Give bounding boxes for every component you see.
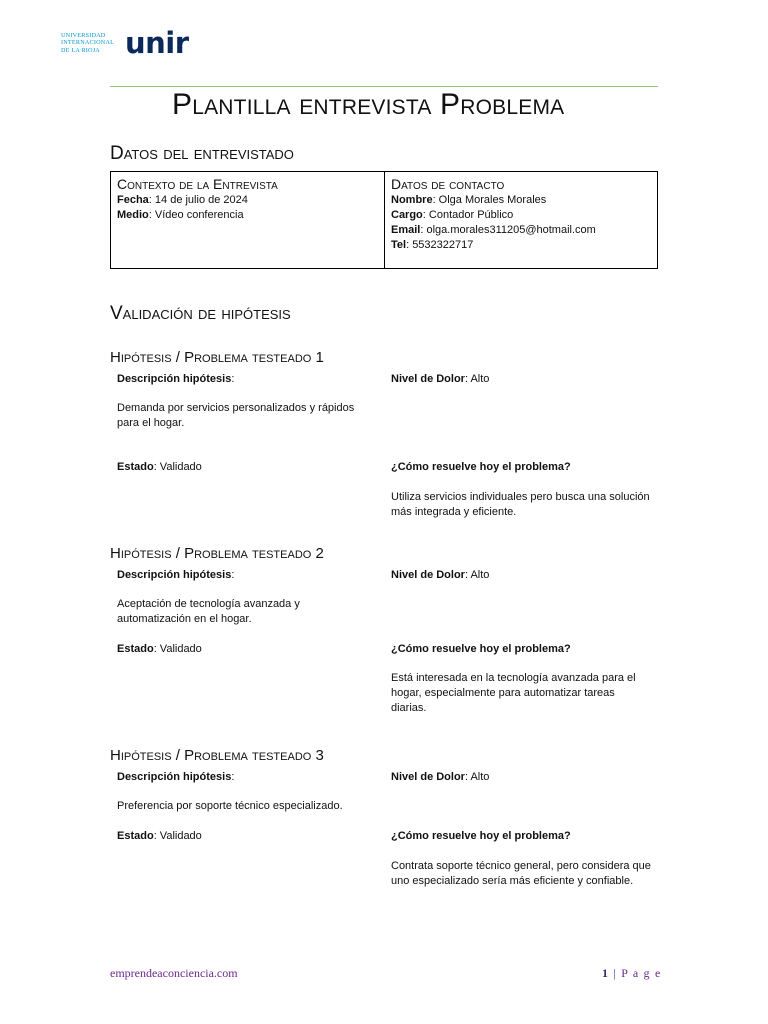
estado-value: : Validado <box>153 461 202 473</box>
hypothesis-1-estado <box>117 460 377 475</box>
footer-page-number <box>602 966 662 981</box>
logo-line-1: UNIVERSIDAD <box>61 32 106 40</box>
logo-university-name <box>61 32 121 54</box>
hypothesis-2-descripcion-text: Aceptación de tecnología avanzada y automatización en el hogar. <box>117 598 300 625</box>
datos-heading: Datos del entrevistado <box>110 143 294 164</box>
hypothesis-3-descripcion-text: Preferencia por soporte técnico especializado. <box>117 800 343 812</box>
nivel-value: : Alto <box>464 771 490 783</box>
hypothesis-2-como-label <box>391 642 656 657</box>
nombre-label: Nombre <box>391 194 433 206</box>
email-label: Email <box>391 224 421 236</box>
fecha-row <box>117 193 378 208</box>
contexto-heading: Contexto de la Entrevista <box>117 176 278 192</box>
unir-logo <box>61 26 189 60</box>
como-label-text: ¿Cómo resuelve hoy el problema? <box>391 830 571 842</box>
nivel-label-text: Nivel de Dolor <box>391 373 465 385</box>
nivel-value: : Alto <box>464 569 490 581</box>
logo-line-3: DE LA RIOJA <box>61 46 100 54</box>
nivel-value: : Alto <box>464 373 490 385</box>
estado-label-text: Estado <box>117 643 154 655</box>
page-label: | P a g e <box>609 966 662 980</box>
estado-label-text: Estado <box>117 830 154 842</box>
nivel-label-text: Nivel de Dolor <box>391 771 465 783</box>
hypothesis-1-heading: Hipótesis / Problema testeado 1 <box>110 349 324 366</box>
fecha-label: Fecha <box>117 194 149 206</box>
medio-value: : Vídeo conferencia <box>148 209 244 221</box>
hypothesis-3-como-text: Contrata soporte técnico general, pero considera que uno especializado sería más eficiente y confiable. <box>391 860 651 887</box>
hypothesis-3-estado <box>117 829 377 844</box>
descripcion-colon: : <box>231 569 235 581</box>
como-label-text: ¿Cómo resuelve hoy el problema? <box>391 643 571 655</box>
nivel-label-text: Nivel de Dolor <box>391 569 465 581</box>
hypothesis-1-descripcion-text: Demanda por servicios personalizados y rápidos para el hogar. <box>117 402 355 429</box>
page-number: 1 <box>602 966 610 980</box>
logo-line-2: INTERNACIONAL <box>61 39 115 47</box>
hypothesis-3-nivel <box>391 770 656 785</box>
header-divider <box>110 86 658 87</box>
estado-value: : Validado <box>153 830 202 842</box>
hypothesis-2-estado <box>117 642 377 657</box>
tel-row <box>391 238 651 253</box>
contexto-cell <box>111 172 385 268</box>
footer-site-link[interactable]: emprendeaconciencia.com <box>110 966 238 980</box>
contacto-heading: Datos de contacto <box>391 176 505 192</box>
validacion-heading: Validación de hipótesis <box>110 303 291 324</box>
descripcion-label-text: Descripción hipótesis <box>117 771 232 783</box>
hypothesis-2-como-text: Está interesada en la tecnología avanzada para el hogar, especialmente para automatizar tareas diarias. <box>391 672 636 714</box>
estado-label-text: Estado <box>117 461 154 473</box>
descripcion-colon: : <box>231 771 235 783</box>
descripcion-label-text: Descripción hipótesis <box>117 373 232 385</box>
cargo-row <box>391 208 651 223</box>
hypothesis-2-descripcion-label <box>117 568 377 583</box>
tel-value: : 5532322717 <box>406 239 474 251</box>
cargo-value: : Contador Público <box>422 209 514 221</box>
estado-value: : Validado <box>153 643 202 655</box>
email-row <box>391 223 651 238</box>
fecha-value: : 14 de julio de 2024 <box>148 194 248 206</box>
medio-row <box>117 208 378 223</box>
hypothesis-3-heading: Hipótesis / Problema testeado 3 <box>110 747 324 764</box>
hypothesis-1-como-text: Utiliza servicios individuales pero busca una solución más integrada y eficiente. <box>391 491 650 518</box>
hypothesis-1-como-label <box>391 460 656 475</box>
hypothesis-1-nivel <box>391 372 656 387</box>
medio-label: Medio <box>117 209 149 221</box>
hypothesis-2-heading: Hipótesis / Problema testeado 2 <box>110 545 324 562</box>
descripcion-label-text: Descripción hipótesis <box>117 569 232 581</box>
como-label-text: ¿Cómo resuelve hoy el problema? <box>391 461 571 473</box>
hypothesis-2-nivel <box>391 568 656 583</box>
tel-label: Tel <box>391 239 407 251</box>
nombre-row <box>391 193 651 208</box>
email-value: : olga.morales311205@hotmail.com <box>420 224 596 236</box>
page-title: Plantilla entrevista Problema <box>172 88 565 121</box>
interviewee-table <box>110 171 658 269</box>
nombre-value: : Olga Morales Morales <box>432 194 547 206</box>
hypothesis-1-descripcion-label <box>117 372 377 387</box>
hypothesis-3-como-label <box>391 829 656 844</box>
descripcion-colon: : <box>231 373 235 385</box>
contacto-cell <box>385 172 657 268</box>
hypothesis-3-descripcion-label <box>117 770 377 785</box>
logo-wordmark: unir <box>125 26 189 60</box>
cargo-label: Cargo <box>391 209 423 221</box>
